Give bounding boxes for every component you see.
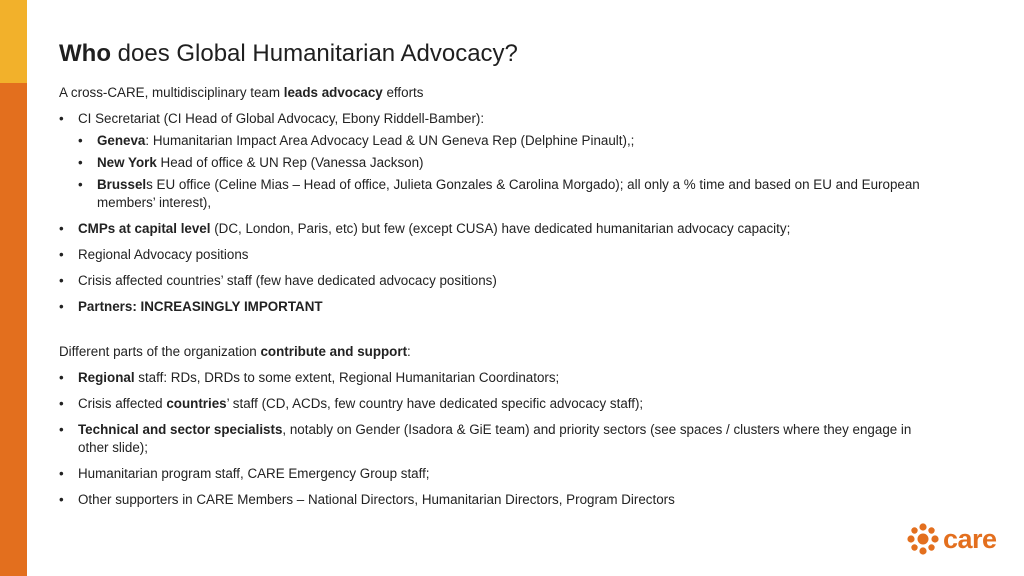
- bullet: •: [78, 177, 83, 192]
- sub-item-geneva: • Geneva: Humanitarian Impact Area Advocacy Lead & UN Geneva Rep (Delphine Pinault),;: [78, 133, 635, 148]
- slide-body: [59, 84, 929, 509]
- bullet: •: [59, 221, 64, 236]
- list-item-regional-positions: • Regional Advocacy positions: [59, 247, 249, 262]
- list-item-countries: • Crisis affected countries’ staff (CD, ACDs, few country have dedicated specific advocacy staff);: [59, 396, 644, 411]
- list-item-partners: • Partners: INCREASINGLY IMPORTANT: [59, 299, 323, 314]
- bullet: •: [59, 492, 64, 507]
- contrib-line: Different parts of the organization contribute and support:: [59, 344, 411, 359]
- bullet: •: [59, 299, 64, 314]
- care-logo: [906, 522, 997, 556]
- list-item-program: • Humanitarian program staff, CARE Emergency Group staff;: [59, 466, 430, 481]
- bullet: •: [59, 111, 64, 126]
- bullet: •: [78, 133, 83, 148]
- care-star-icon: [906, 522, 940, 556]
- list-item-regional: • Regional staff: RDs, DRDs to some extent, Regional Humanitarian Coordinators;: [59, 370, 560, 385]
- bullet: •: [59, 370, 64, 385]
- title-rest: does Global Humanitarian Advocacy?: [110, 40, 518, 67]
- bullet: •: [59, 273, 64, 288]
- title-bold: Who: [59, 40, 111, 67]
- bullet: •: [59, 247, 64, 262]
- list-item-other: • Other supporters in CARE Members – National Directors, Humanitarian Directors, Program Directors: [59, 492, 675, 507]
- bullet: •: [59, 422, 64, 437]
- accent-bar-top: [0, 0, 27, 83]
- sub-item-brussels: • Brussels EU office (Celine Mias – Head of office, Julieta Gonzales & Carolina Morgado); all only a % time and based on EU and European members’ interest),: [78, 177, 920, 210]
- list-item-technical: • Technical and sector specialists, notably on Gender (Isadora & GiE team) and priority sectors (see spaces / clusters where they engage in other slide);: [59, 422, 912, 455]
- bullet: •: [78, 155, 83, 170]
- intro-line: A cross-CARE, multidisciplinary team leads advocacy efforts: [59, 85, 424, 100]
- list-item-crisis-staff: • Crisis affected countries’ staff (few have dedicated advocacy positions): [59, 273, 497, 288]
- list-item-cmps: • CMPs at capital level (DC, London, Paris, etc) but few (except CUSA) have dedicated humanitarian advocacy capacity;: [59, 221, 791, 236]
- list-item-ci: • CI Secretariat (CI Head of Global Advocacy, Ebony Riddell-Bamber):: [59, 111, 485, 126]
- bullet: •: [59, 396, 64, 411]
- sub-item-newyork: • New York Head of office & UN Rep (Vanessa Jackson): [78, 155, 424, 170]
- bullet: •: [59, 466, 64, 481]
- accent-bar-bottom: [0, 83, 27, 576]
- care-logo-text: care: [943, 523, 997, 554]
- slide-title: [59, 40, 518, 68]
